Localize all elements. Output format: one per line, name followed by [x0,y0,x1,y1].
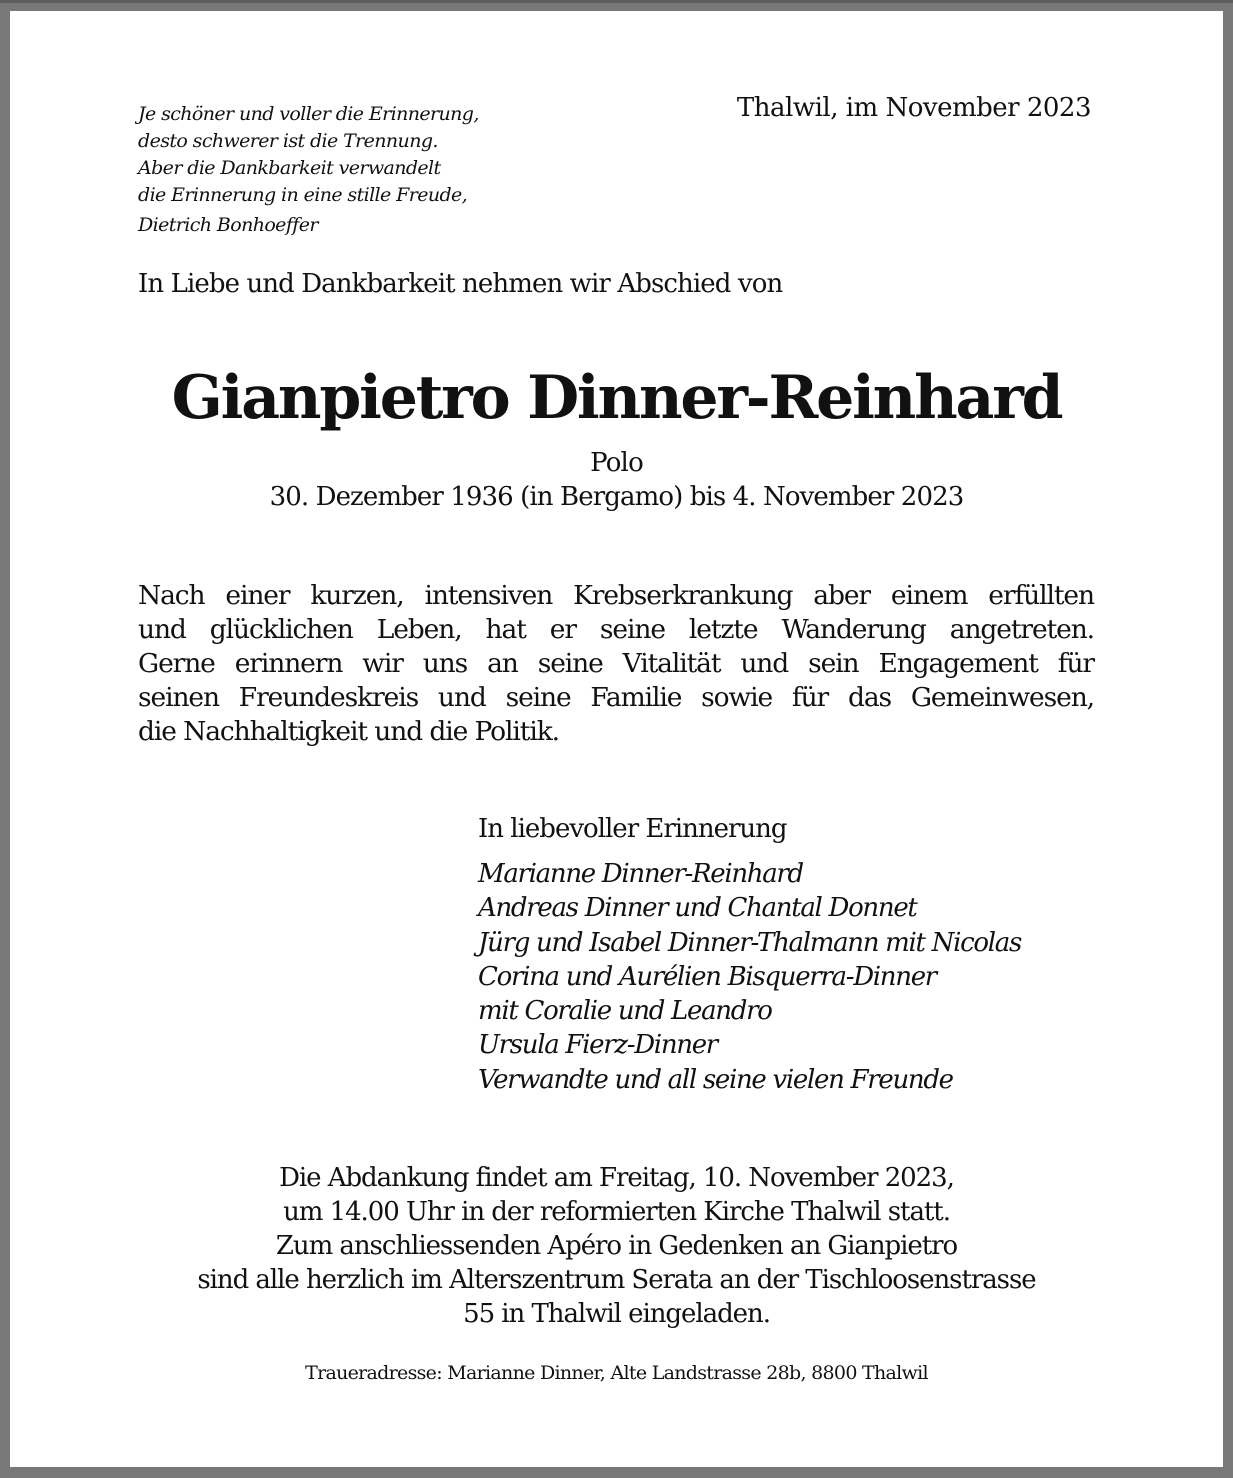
quote-line: die Erinnerung in eine stille Freude, [138,184,468,206]
ceremony-line: sind alle herzlich im Alterszentrum Serata an der Tischloosenstrasse [197,1265,1036,1295]
quote-author: Dietrich Bonhoeffer [138,214,318,236]
tribute-line: Nach einer kurzen, intensiven Krebserkrankung aber einem erfüllten [138,580,1094,611]
mourner-name: Marianne Dinner-Reinhard [478,859,803,889]
deceased-nickname: Polo [590,448,643,478]
ceremony-line: um 14.00 Uhr in der reformierten Kirche Thalwil statt. [283,1197,950,1227]
mourners-list [478,857,1021,1097]
place-date: Thalwil, im November 2023 [736,93,1091,123]
farewell-intro: In Liebe und Dankbarkeit nehmen wir Abschied von [138,269,783,299]
bonhoeffer-quote [138,101,479,209]
window-frame-top [0,0,1233,3]
quote-line: Je schöner und voller die Erinnerung, [138,103,479,125]
ceremony-line: Die Abdankung findet am Freitag, 10. November 2023, [279,1163,954,1193]
obituary-page [10,11,1223,1467]
ceremony-line: Zum anschliessenden Apéro in Gedenken an Gianpietro [275,1231,958,1261]
mourners-heading: In liebevoller Erinnerung [478,814,787,844]
deceased-name: Gianpietro Dinner-Reinhard [171,363,1062,433]
tribute-paragraph [138,579,1094,749]
quote-line: desto schwerer ist die Trennung. [138,130,438,152]
mourning-address: Traueradresse: Marianne Dinner, Alte Landstrasse 28b, 8800 Thalwil [305,1362,928,1384]
ceremony-details [10,1161,1223,1331]
mourner-name: Corina und Aurélien Bisquerra-Dinner [478,961,936,992]
mourner-name: mit Coralie und Leandro [478,996,772,1027]
mourner-name: Ursula Fierz-Dinner [478,1030,717,1061]
mourner-name: Jürg und Isabel Dinner-Thalmann mit Nicolas [478,927,1021,958]
tribute-line: und glücklichen Leben, hat er seine letzte Wanderung angetreten. [138,614,1094,645]
life-dates: 30. Dezember 1936 (in Bergamo) bis 4. November 2023 [269,482,964,512]
quote-line: Aber die Dankbarkeit verwandelt [138,157,441,179]
tribute-line: seinen Freundeskreis und seine Familie sowie für das Gemeinwesen, [138,682,1094,713]
mourner-name: Verwandte und all seine vielen Freunde [478,1064,953,1095]
tribute-line: die Nachhaltigkeit und die Politik. [138,716,559,747]
mourner-name: Andreas Dinner und Chantal Donnet [478,893,917,924]
ceremony-line: 55 in Thalwil eingeladen. [463,1299,770,1329]
tribute-line: Gerne erinnern wir uns an seine Vitalität und sein Engagement für [138,648,1094,679]
